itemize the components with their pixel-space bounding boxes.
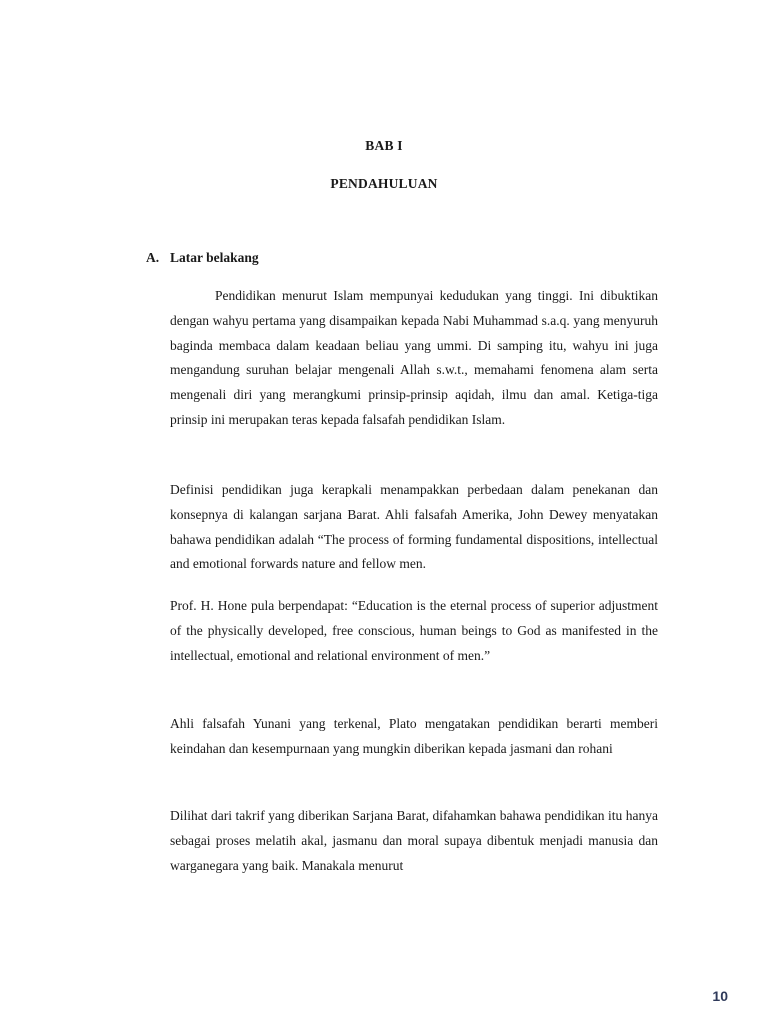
section-number: A. [146, 250, 160, 265]
page-number: 10 [712, 988, 728, 1004]
section-title: Latar belakang [170, 250, 259, 265]
chapter-title: PENDAHULUAN [330, 176, 438, 191]
chapter-label: BAB I [365, 138, 403, 153]
paragraph: Dilihat dari takrif yang diberikan Sarjana Barat, difahamkan bahawa pendidikan itu hanya sebagai proses melatih akal, jasmanu dan moral supaya dibentuk menjadi manusia dan warganegara yang baik. Manakala menurut [170, 808, 658, 873]
paragraph: Definisi pendidikan juga kerapkali menampakkan perbedaan dalam penekanan dan konsepnya di kalangan sarjana Barat. Ahli falsafah Amerika, John Dewey menyatakan bahawa pendidikan adalah “The process of forming fundamental dispositions, intellectual and emotional forwards nature and fellow men. [170, 482, 658, 572]
paragraph: Prof. H. Hone pula berpendapat: “Education is the eternal process of superior adjustment of the physically developed, free conscious, human beings to God as manifested in the intellectual, emotional and relational environment of men.” [170, 598, 658, 663]
paragraph: Ahli falsafah Yunani yang terkenal, Plato mengatakan pendidikan berarti memberi keindahan dan kesempurnaan yang mungkin diberikan kepada jasmani dan rohani [170, 716, 658, 756]
paragraph: Pendidikan menurut Islam mempunyai kedudukan yang tinggi. Ini dibuktikan dengan wahyu pertama yang disampaikan kepada Nabi Muhammad s.a.q. yang menyuruh baginda membaca dalam keadaan beliau yang ummi. Di samping itu, wahyu ini juga mengandung suruhan belajar mengenali Allah s.w.t., memahami fenomena alam serta mengenali diri yang merangkumi prinsip-prinsip aqidah, ilmu dan amal. Ketiga-tiga prinsip ini merupakan teras kepada falsafah pendidikan Islam. [170, 288, 658, 427]
section-heading [146, 250, 259, 266]
